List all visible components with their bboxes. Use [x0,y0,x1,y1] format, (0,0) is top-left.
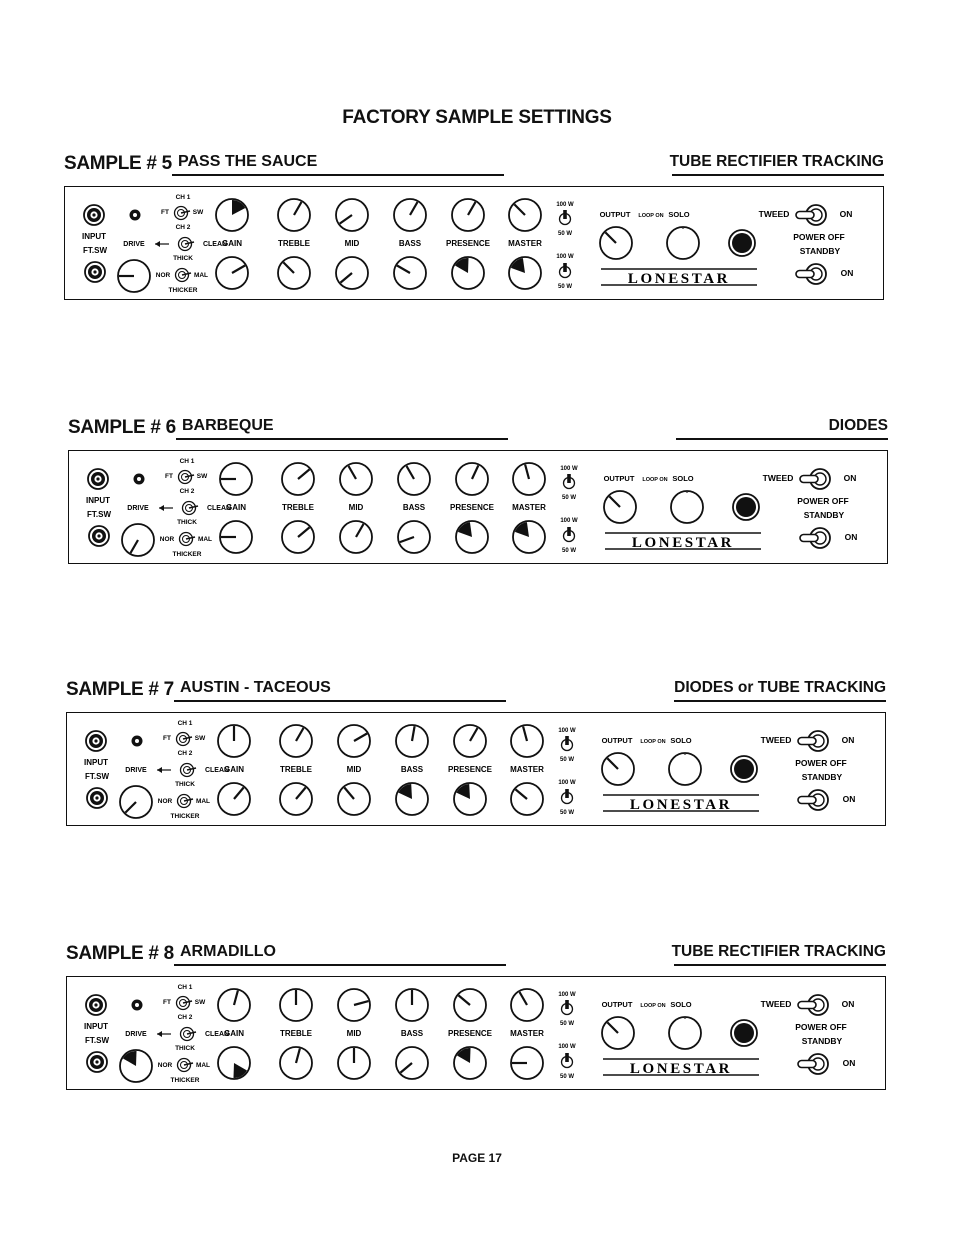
power-off-label: POWER OFF [795,1022,847,1032]
mal-label: MAL [195,1062,211,1069]
thicker-label: THICKER [170,813,200,820]
bass-label: BASS [398,239,422,248]
drive-knob[interactable] [122,524,154,556]
ch2-mid-knob[interactable] [338,783,370,815]
thicker-label: THICKER [172,551,202,558]
output-knob[interactable] [604,491,636,523]
thicker-label: THICKER [168,287,198,294]
standby-toggle[interactable] [798,1054,828,1074]
thick-label: THICK [177,519,197,526]
ch1-bass-knob[interactable] [396,725,428,757]
mal-label: MAL [193,272,209,279]
ch1-presence-knob[interactable] [454,725,486,757]
gain-label: GAIN [224,765,244,774]
standby-label: STANDBY [803,510,845,520]
ch1-treble-knob[interactable] [280,989,312,1021]
ch2-gain-knob[interactable] [218,783,250,815]
mal-label: MAL [197,536,213,543]
bass-label: BASS [400,1029,424,1038]
output-label: OUTPUT [601,1000,633,1009]
gain-label: GAIN [226,503,246,512]
solo-footswitch-button[interactable] [731,1020,757,1046]
nor-label: NOR [157,798,173,805]
sw-label: SW [196,473,208,480]
rectifier-underline [676,438,888,440]
ch1-label: CH 1 [175,194,191,201]
ch1-wattage-toggle[interactable] [564,474,575,489]
clean-label: CLEAN [204,767,230,774]
ftsw-jack[interactable] [89,526,109,546]
solo-label: SOLO [670,736,692,745]
sw-label: SW [194,999,206,1006]
panel-drawing [67,977,885,1089]
power-off-label: POWER OFF [797,496,849,506]
ch2-wattage-toggle[interactable] [560,263,571,278]
name-underline [174,964,506,966]
solo-label: SOLO [670,1000,692,1009]
ch2-100w-label: 100 W [560,518,578,524]
ch2-label: CH 2 [177,750,193,757]
clean-label: CLEAN [204,1031,230,1038]
standby-toggle[interactable] [798,790,828,810]
thicker-label: THICKER [170,1077,200,1084]
ch1-100w-label: 100 W [558,728,576,734]
output-knob[interactable] [602,1017,634,1049]
ch1-gain-knob[interactable] [220,463,252,495]
ch2-treble-knob[interactable] [278,257,310,289]
thick-toggle[interactable] [178,1059,194,1072]
page-number: PAGE 17 [452,1151,502,1165]
ch1-master-knob[interactable] [509,199,541,231]
sw-label: SW [192,209,204,216]
thick-toggle[interactable] [180,533,196,546]
logo-text: LONESTAR [629,1061,733,1077]
ch2-bass-knob[interactable] [396,1047,428,1079]
loop-on-label: LOOP ON [642,477,668,483]
lonestar-logo [605,533,761,551]
tweed-on-label: ON [839,209,853,219]
output-label: OUTPUT [599,210,631,219]
loop-on-label: LOOP ON [640,1003,666,1009]
ch2-bass-knob[interactable] [398,521,430,553]
ch2-wattage-toggle[interactable] [564,527,575,542]
ch2-50w-label: 50 W [557,284,573,290]
tweed-label: TWEED [760,735,792,745]
rectifier-mode: TUBE RECTIFIER TRACKING [671,943,886,960]
name-underline [174,700,506,702]
ch2-mid-knob[interactable] [338,1047,370,1079]
ftsw-label: FT.SW [83,246,107,255]
input-label: INPUT [82,232,106,241]
ch1-treble-knob[interactable] [282,463,314,495]
tweed-label: TWEED [758,209,790,219]
ch2-gain-knob[interactable] [218,1047,250,1079]
ft-label: FT [165,473,173,480]
presence-label: PRESENCE [447,765,493,774]
tweed-toggle[interactable] [796,205,826,225]
output-label: OUTPUT [603,474,635,483]
presence-label: PRESENCE [445,239,491,248]
ch1-100w-label: 100 W [558,992,576,998]
ch1-gain-knob[interactable] [218,989,250,1021]
solo-label: SOLO [672,474,694,483]
tweed-toggle[interactable] [798,731,828,751]
rectifier-underline [674,700,886,702]
ftsw-jack[interactable] [85,262,105,282]
preset-name: AUSTIN - TACEOUS [180,679,331,696]
mid-label: MID [346,1029,362,1038]
rectifier-underline [674,964,886,966]
ch2-master-knob[interactable] [511,1047,543,1079]
ch1-wattage-toggle[interactable] [562,1000,573,1015]
bass-label: BASS [402,503,426,512]
thick-toggle[interactable] [178,795,194,808]
drive-knob[interactable] [120,786,152,818]
tweed-toggle[interactable] [798,995,828,1015]
ft-label: FT [163,735,171,742]
treble-label: TREBLE [278,239,310,248]
lonestar-logo [603,795,759,813]
output-knob[interactable] [602,753,634,785]
ch1-50w-label: 50 W [559,757,575,763]
drive-label: DRIVE [125,767,147,774]
ch1-presence-knob[interactable] [452,199,484,231]
ch1-treble-knob[interactable] [278,199,310,231]
tweed-toggle[interactable] [800,469,830,489]
ch1-bass-knob[interactable] [394,199,426,231]
ch2-master-knob[interactable] [509,257,541,289]
tweed-label: TWEED [762,473,794,483]
rectifier-underline [672,174,884,176]
sw-label: SW [194,735,206,742]
ch2-100w-label: 100 W [556,254,574,260]
logo-text: LONESTAR [629,797,733,813]
ch1-presence-knob[interactable] [454,989,486,1021]
ch2-mid-knob[interactable] [336,257,368,289]
clean-toggle[interactable] [179,238,195,251]
ch-ft-toggle[interactable] [175,207,191,220]
loop-on-label: LOOP ON [640,739,666,745]
ch1-mid-knob[interactable] [336,199,368,231]
ch1-gain-knob[interactable] [216,199,248,231]
ch-ft-toggle[interactable] [179,471,195,484]
standby-on-label: ON [842,794,856,804]
mal-label: MAL [195,798,211,805]
nor-label: NOR [155,272,171,279]
ch1-wattage-toggle[interactable] [560,210,571,225]
master-label: MASTER [508,239,542,248]
rectifier-mode: TUBE RECTIFIER TRACKING [669,153,884,170]
standby-on-label: ON [840,268,854,278]
standby-on-label: ON [844,532,858,542]
power-off-label: POWER OFF [793,232,845,242]
ch1-master-knob[interactable] [511,989,543,1021]
ch1-label: CH 1 [177,720,193,727]
ch2-bass-knob[interactable] [394,257,426,289]
nor-label: NOR [157,1062,173,1069]
drive-label: DRIVE [123,241,145,248]
ch2-wattage-toggle[interactable] [562,1053,573,1068]
rectifier-mode: DIODES or TUBE TRACKING [674,679,886,696]
ch2-gain-knob[interactable] [220,521,252,553]
ch1-mid-knob[interactable] [338,989,370,1021]
bass-label: BASS [400,765,424,774]
ch2-presence-knob[interactable] [452,257,484,289]
ch2-presence-knob[interactable] [454,783,486,815]
standby-label: STANDBY [799,246,841,256]
output-label: OUTPUT [601,736,633,745]
tweed-on-label: ON [841,999,855,1009]
master-label: MASTER [510,765,544,774]
ch1-mid-knob[interactable] [338,725,370,757]
ch2-label: CH 2 [175,224,191,231]
thick-toggle[interactable] [176,269,192,282]
clean-toggle[interactable] [181,1028,197,1041]
ftsw-label: FT.SW [87,510,111,519]
sample-label: SAMPLE # 6 [68,417,176,438]
ch2-50w-label: 50 W [559,810,575,816]
drive-label: DRIVE [127,505,149,512]
gain-label: GAIN [224,1029,244,1038]
name-underline [176,438,508,440]
lonestar-logo [603,1059,759,1077]
logo-text: LONESTAR [631,535,735,551]
input-label: INPUT [84,758,108,767]
standby-toggle[interactable] [796,264,826,284]
ch1-label: CH 1 [177,984,193,991]
ch2-treble-knob[interactable] [282,521,314,553]
ch1-presence-knob[interactable] [456,463,488,495]
ch1-wattage-toggle[interactable] [562,736,573,751]
nor-label: NOR [159,536,175,543]
ch1-master-knob[interactable] [513,463,545,495]
ch2-label: CH 2 [179,488,195,495]
ch1-100w-label: 100 W [556,202,574,208]
solo-label: SOLO [668,210,690,219]
ch-ft-toggle[interactable] [177,997,193,1010]
loop-on-label: LOOP ON [638,213,664,219]
input-label: INPUT [86,496,110,505]
ch2-treble-knob[interactable] [280,1047,312,1079]
amp-front-panel [64,186,884,300]
drive-label: DRIVE [125,1031,147,1038]
page-title: FACTORY SAMPLE SETTINGS [342,107,612,128]
mid-label: MID [348,503,364,512]
ch1-bass-knob[interactable] [396,989,428,1021]
drive-knob[interactable] [120,1050,152,1082]
input-jack[interactable] [84,205,104,225]
thick-label: THICK [175,1045,195,1052]
logo-text: LONESTAR [627,271,731,287]
tweed-on-label: ON [843,473,857,483]
rectifier-mode: DIODES [828,417,888,434]
solo-footswitch-button[interactable] [731,756,757,782]
panel-drawing [69,451,887,563]
standby-on-label: ON [842,1058,856,1068]
ch1-mid-knob[interactable] [340,463,372,495]
ch1-master-knob[interactable] [511,725,543,757]
ch2-100w-label: 100 W [558,780,576,786]
mid-label: MID [344,239,360,248]
ch2-50w-label: 50 W [559,1074,575,1080]
ftsw-jack[interactable] [87,788,107,808]
power-off-label: POWER OFF [795,758,847,768]
master-label: MASTER [510,1029,544,1038]
ch2-presence-knob[interactable] [454,1047,486,1079]
clean-label: CLEAN [206,505,232,512]
input-jack[interactable] [88,469,108,489]
ch-ft-toggle[interactable] [177,733,193,746]
sample-section [0,150,954,410]
mid-label: MID [346,765,362,774]
presence-label: PRESENCE [447,1029,493,1038]
ftsw-label: FT.SW [85,1036,109,1045]
master-label: MASTER [512,503,546,512]
clean-toggle[interactable] [183,502,199,515]
gain-label: GAIN [222,239,242,248]
ch1-bass-knob[interactable] [398,463,430,495]
treble-label: TREBLE [280,1029,312,1038]
thick-label: THICK [175,781,195,788]
standby-label: STANDBY [801,772,843,782]
ch1-50w-label: 50 W [559,1021,575,1027]
ch2-bass-knob[interactable] [396,783,428,815]
ch2-mid-knob[interactable] [340,521,372,553]
input-jack[interactable] [86,995,106,1015]
panel-drawing [67,713,885,825]
sample-label: SAMPLE # 8 [66,943,174,964]
treble-label: TREBLE [280,765,312,774]
amp-front-panel [66,712,886,826]
ch1-gain-knob[interactable] [218,725,250,757]
ch2-50w-label: 50 W [561,548,577,554]
ch2-presence-knob[interactable] [456,521,488,553]
input-jack[interactable] [86,731,106,751]
treble-label: TREBLE [282,503,314,512]
ch2-100w-label: 100 W [558,1044,576,1050]
solo-footswitch-button[interactable] [733,494,759,520]
ch1-50w-label: 50 W [557,231,573,237]
ch2-master-knob[interactable] [511,783,543,815]
ch2-label: CH 2 [177,1014,193,1021]
ch2-gain-knob[interactable] [216,257,248,289]
sample-label: SAMPLE # 7 [66,679,174,700]
tweed-on-label: ON [841,735,855,745]
sample-section [0,676,954,936]
ch1-100w-label: 100 W [560,466,578,472]
thick-label: THICK [173,255,193,262]
preset-name: ARMADILLO [180,943,276,960]
preset-name: PASS THE SAUCE [178,153,318,170]
drive-knob[interactable] [118,260,150,292]
clean-toggle[interactable] [181,764,197,777]
ch2-wattage-toggle[interactable] [562,789,573,804]
amp-front-panel [66,976,886,1090]
amp-front-panel [68,450,888,564]
input-label: INPUT [84,1022,108,1031]
presence-label: PRESENCE [449,503,495,512]
sample-section [0,414,954,674]
standby-toggle[interactable] [800,528,830,548]
panel-drawing [65,187,883,299]
ch1-label: CH 1 [179,458,195,465]
solo-footswitch-button[interactable] [729,230,755,256]
ftsw-label: FT.SW [85,772,109,781]
sample-label: SAMPLE # 5 [64,153,172,174]
tweed-label: TWEED [760,999,792,1009]
preset-name: BARBEQUE [182,417,274,434]
clean-label: CLEAN [202,241,228,248]
ch2-treble-knob[interactable] [280,783,312,815]
ch2-master-knob[interactable] [513,521,545,553]
standby-label: STANDBY [801,1036,843,1046]
output-knob[interactable] [600,227,632,259]
ch1-50w-label: 50 W [561,495,577,501]
ft-label: FT [163,999,171,1006]
lonestar-logo [601,269,757,287]
ftsw-jack[interactable] [87,1052,107,1072]
ch1-treble-knob[interactable] [280,725,312,757]
name-underline [172,174,504,176]
ft-label: FT [161,209,169,216]
